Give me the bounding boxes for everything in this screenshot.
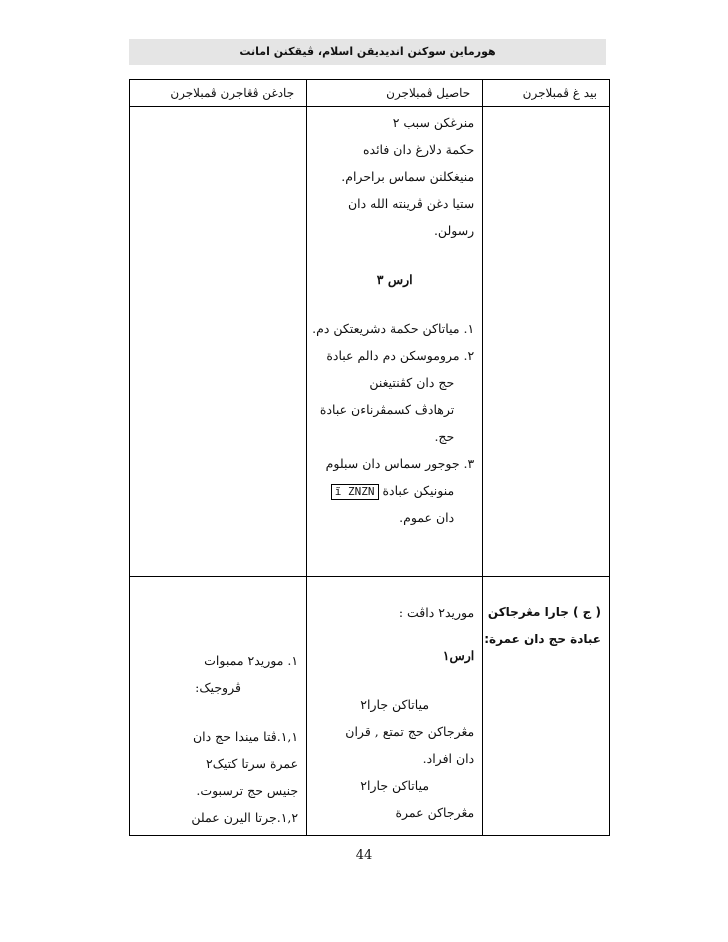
suggestion-line: ١,٢.جرتا اليرن عملن xyxy=(191,810,299,825)
level-heading: ارس١ xyxy=(442,648,475,663)
header-teaching-area: بيد غ ڤمبلاجرن xyxy=(483,80,610,107)
table-row xyxy=(130,577,610,836)
outcome-line: مڠرجاکن حج تمتع , قران xyxy=(345,724,475,739)
page-number: 44 xyxy=(355,848,373,863)
suggestion-line: ڤروجيک: xyxy=(195,680,241,695)
table-header-row xyxy=(130,80,610,107)
outcome-line xyxy=(315,477,474,504)
stamp-mark: ĩ ZNZN xyxy=(331,484,379,500)
outcome-line: ٣. جوجور سماس دان سبلوم xyxy=(325,456,475,471)
outcome-line: ١. مياتاکن حکمة دشريعتکن دم. xyxy=(312,321,475,336)
outcome-line: حکمة دلارغ دان فائده xyxy=(362,142,475,157)
outcome-line-text: منونيکن عبادة xyxy=(382,483,455,498)
row1-teaching-area xyxy=(483,107,610,577)
outcome-line: دان افراد. xyxy=(422,751,475,766)
row1-learning-outcome xyxy=(307,107,483,577)
outcome-line: حج. xyxy=(434,429,455,444)
outcome-intro: موريد٢ داڤت : xyxy=(398,605,475,620)
outcome-line: منرغکن سبب ٢ xyxy=(392,115,475,130)
header-teaching-suggestion: جادغن ڤڠاجرن ڤمبلاجرن xyxy=(130,80,307,107)
suggestion-line: عمرة سرتا کتيک٢ xyxy=(205,756,299,771)
row1-teaching-suggestion xyxy=(130,107,307,577)
outcome-line: حج دان کڤنتيغنن xyxy=(369,375,455,390)
suggestion-line: ١,١.ڤتا ميندا حج دان xyxy=(192,729,299,744)
outcome-line: دان عموم. xyxy=(399,510,455,525)
outcome-line: ترهادڤ کسمڤرناءن عبادة xyxy=(319,402,455,417)
row2-teaching-suggestion xyxy=(130,577,307,836)
lesson-table xyxy=(129,79,610,836)
header-learning-outcome: حاصيل ڤمبلاجرن xyxy=(307,80,483,107)
outcome-line: مڠرجاکن عمرة xyxy=(395,805,475,820)
outcome-line: ستيا دغن ڤرينته الله دان xyxy=(347,196,475,211)
table-row xyxy=(130,107,610,577)
outcome-line: منيغکلنن سماس براحرام. xyxy=(341,169,475,184)
area-line: عبادة حج دان عمرة: xyxy=(484,632,601,646)
outcome-line: ٢. مروموسکن دم دالم عبادة xyxy=(326,348,475,363)
page-header: هورماين سوکنن انديديقن اسلام، ڤيقکنن امانت xyxy=(129,39,606,65)
level-heading: ارس ٣ xyxy=(376,272,413,287)
outcome-line: مياتاکن جارا٢ xyxy=(360,697,430,712)
suggestion-line: جنيس حج ترسبوت. xyxy=(196,783,299,798)
row2-learning-outcome xyxy=(307,577,483,836)
row2-teaching-area xyxy=(483,577,610,836)
outcome-line: مياتاکن جارا٢ xyxy=(360,778,430,793)
area-line: ( ج ) جارا مڠرجاکن xyxy=(487,605,601,619)
suggestion-line: ١. موريد٢ ممبوات xyxy=(204,653,299,668)
outcome-line: رسولن. xyxy=(433,223,475,238)
